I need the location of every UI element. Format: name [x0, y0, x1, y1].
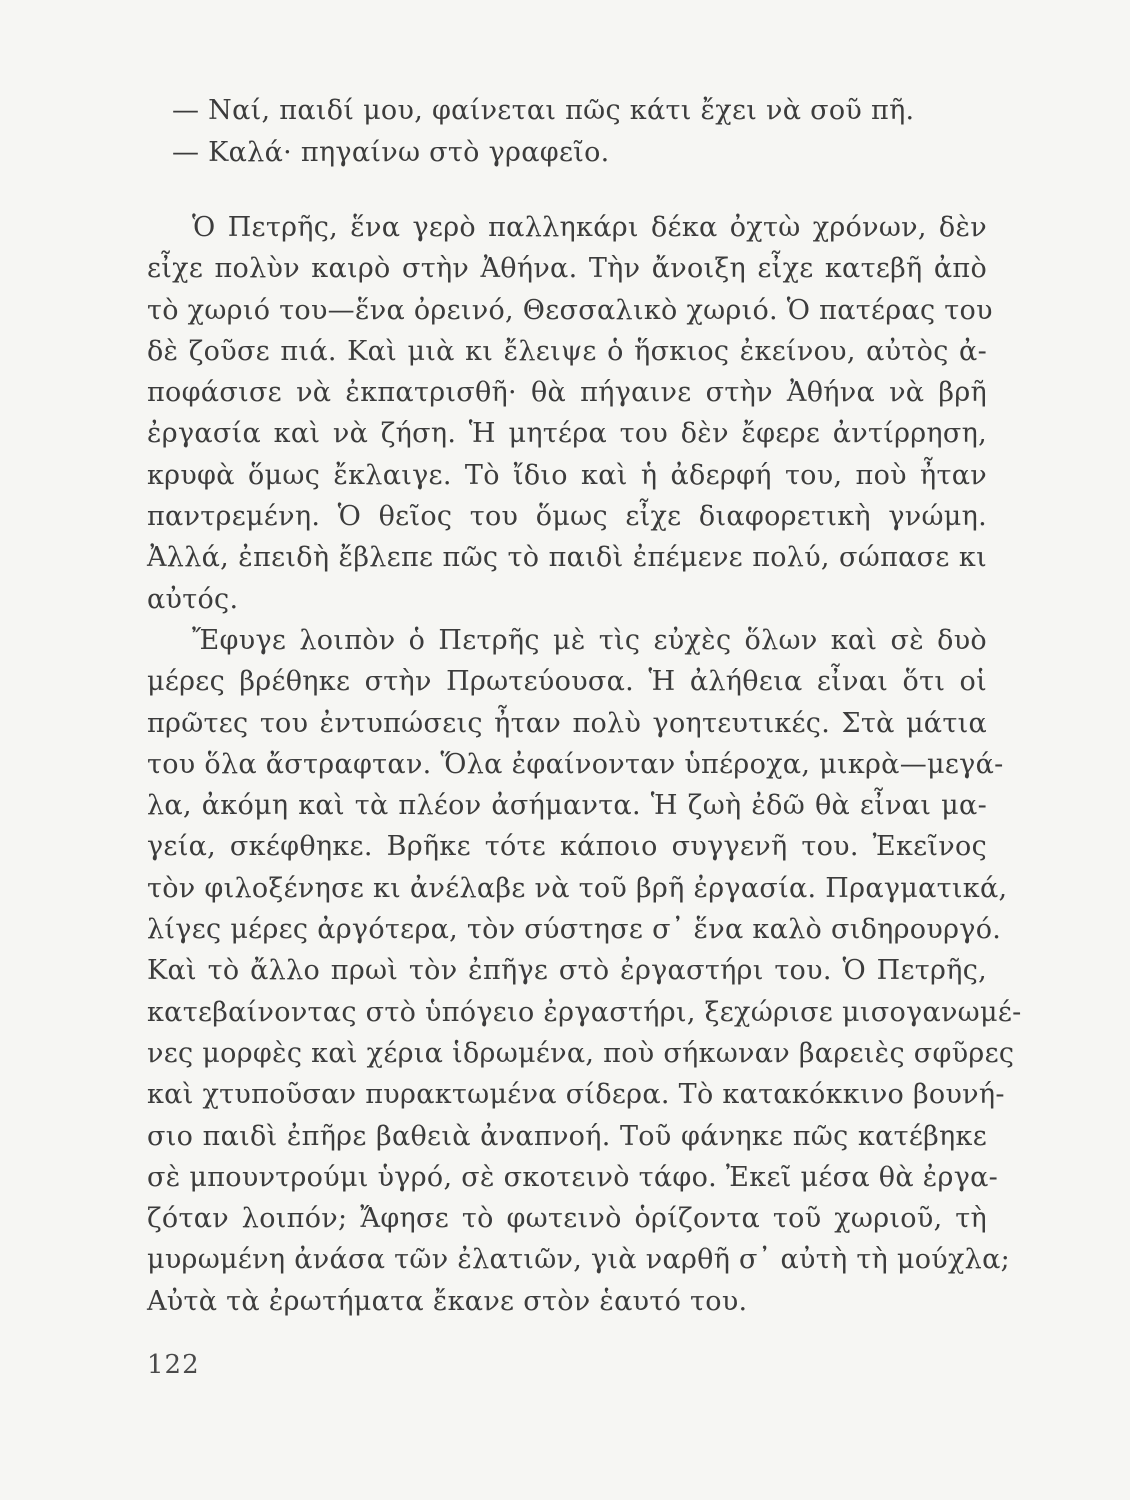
- text-line: νες μορφὲς καὶ χέρια ἱδρωμένα, ποὺ σήκωναν βαρειὲς σφῦρες: [147, 1037, 1015, 1069]
- text-line: καὶ χτυποῦσαν πυρακτωμένα σίδερα. Τὸ κατακόκκινο βουνή-: [147, 1079, 1005, 1111]
- text-line: κρυφὰ ὅμως ἔκλαιγε. Τὸ ἴδιο καὶ ἡ ἀδερφή του, ποὺ ἦταν: [147, 459, 987, 491]
- text-line: Ἔφυγε λοιπὸν ὁ Πετρῆς μὲ τὶς εὐχὲς ὅλων καὶ σὲ δυὸ: [192, 624, 987, 656]
- text-line: Αὐτὰ τὰ ἐρωτήματα ἔκανε στὸν ἑαυτό του.: [147, 1285, 748, 1317]
- paragraph: [147, 207, 993, 620]
- text-line: μυρωμένη ἀνάσα τῶν ἐλατιῶν, γιὰ ναρθῆ σ᾽ αὐτὴ τὴ μούχλα;: [147, 1244, 1011, 1276]
- text-line: Ὁ Πετρῆς, ἕνα γερὸ παλληκάρι δέκα ὀχτὼ χρόνων, δὲν: [192, 212, 987, 243]
- text-line: Καὶ τὸ ἄλλο πρωὶ τὸν ἐπῆγε στὸ ἐργαστήρι του. Ὁ Πετρῆς,: [147, 955, 987, 987]
- text-line: σιο παιδὶ ἐπῆρε βαθειὰ ἀναπνοή. Τοῦ φάνηκε πῶς κατέβηκε: [147, 1120, 987, 1152]
- text-line: τὸν φιλοξένησε κι ἀνέλαβε νὰ τοῦ βρῆ ἐργασία. Πραγματικά,: [147, 872, 1008, 904]
- text-line: ζόταν λοιπόν; Ἄφησε τὸ φωτεινὸ ὁρίζοντα τοῦ χωριοῦ, τὴ: [147, 1203, 987, 1235]
- text-line: ἐργασία καὶ νὰ ζήση. Ἡ μητέρα του δὲν ἔφερε ἀντίρρηση,: [147, 418, 987, 450]
- dialogue-line: — Ναί, παιδί μου, φαίνεται πῶς κάτι ἔχει νὰ σοῦ πῆ.: [172, 95, 915, 126]
- text-line: εἶχε πολὺν καιρὸ στὴν Ἀθήνα. Τὴν ἄνοιξη εἶχε κατεβῆ ἀπὸ: [147, 253, 987, 285]
- text-line: Ἀλλά, ἐπειδὴ ἔβλεπε πῶς τὸ παιδὶ ἐπέμενε πολύ, σώπασε κι: [147, 542, 987, 574]
- text-line: πρῶτες του ἐντυπώσεις ἦταν πολὺ γοητευτικές. Στὰ μάτια: [147, 707, 987, 739]
- dialogue-line: — Καλά· πηγαίνω στὸ γραφεῖο.: [172, 137, 610, 168]
- text-line: τὸ χωριό του—ἕνα ὀρεινό, Θεσσαλικὸ χωριό. Ὁ πατέρας του: [147, 294, 993, 326]
- text-line: κατεβαίνοντας στὸ ὑπόγειο ἐργαστήρι, ξεχώρισε μισογανωμέ-: [147, 996, 1022, 1028]
- text-line: λα, ἀκόμη καὶ τὰ πλέον ἀσήμαντα. Ἡ ζωὴ ἐδῶ θὰ εἶναι μα-: [147, 790, 987, 822]
- text-line: του ὅλα ἄστραφταν. Ὅλα ἐφαίνονταν ὑπέροχα, μικρὰ—μεγά-: [147, 748, 1004, 780]
- text-line: λίγες μέρες ἀργότερα, τὸν σύστησε σ᾽ ἕνα καλὸ σιδηρουργό.: [147, 914, 1002, 946]
- paragraph: [147, 620, 1022, 1322]
- text-line: παντρεμένη. Ὁ θεῖος του ὅμως εἶχε διαφορετικὴ γνώμη.: [147, 501, 987, 533]
- page-number: 122: [147, 1350, 200, 1380]
- text-line: αὐτός.: [147, 583, 239, 615]
- story-text: [147, 207, 1022, 1322]
- text-line: γεία, σκέφθηκε. Βρῆκε τότε κάποιο συγγενῆ του. Ἐκεῖνος: [147, 831, 987, 863]
- text-line: δὲ ζοῦσε πιά. Καὶ μιὰ κι ἔλειψε ὁ ἥσκιος ἐκείνου, αὐτὸς ἀ-: [147, 335, 987, 367]
- text-line: μέρες βρέθηκε στὴν Πρωτεύουσα. Ἡ ἀλήθεια εἶναι ὅτι οἱ: [147, 666, 987, 698]
- text-line: ποφάσισε νὰ ἐκπατρισθῆ· θὰ πήγαινε στὴν Ἀθήνα νὰ βρῆ: [147, 377, 987, 409]
- dialogue-block: [147, 90, 987, 174]
- text-line: σὲ μπουντρούμι ὑγρό, σὲ σκοτεινὸ τάφο. Ἐκεῖ μέσα θὰ ἐργα-: [147, 1161, 999, 1193]
